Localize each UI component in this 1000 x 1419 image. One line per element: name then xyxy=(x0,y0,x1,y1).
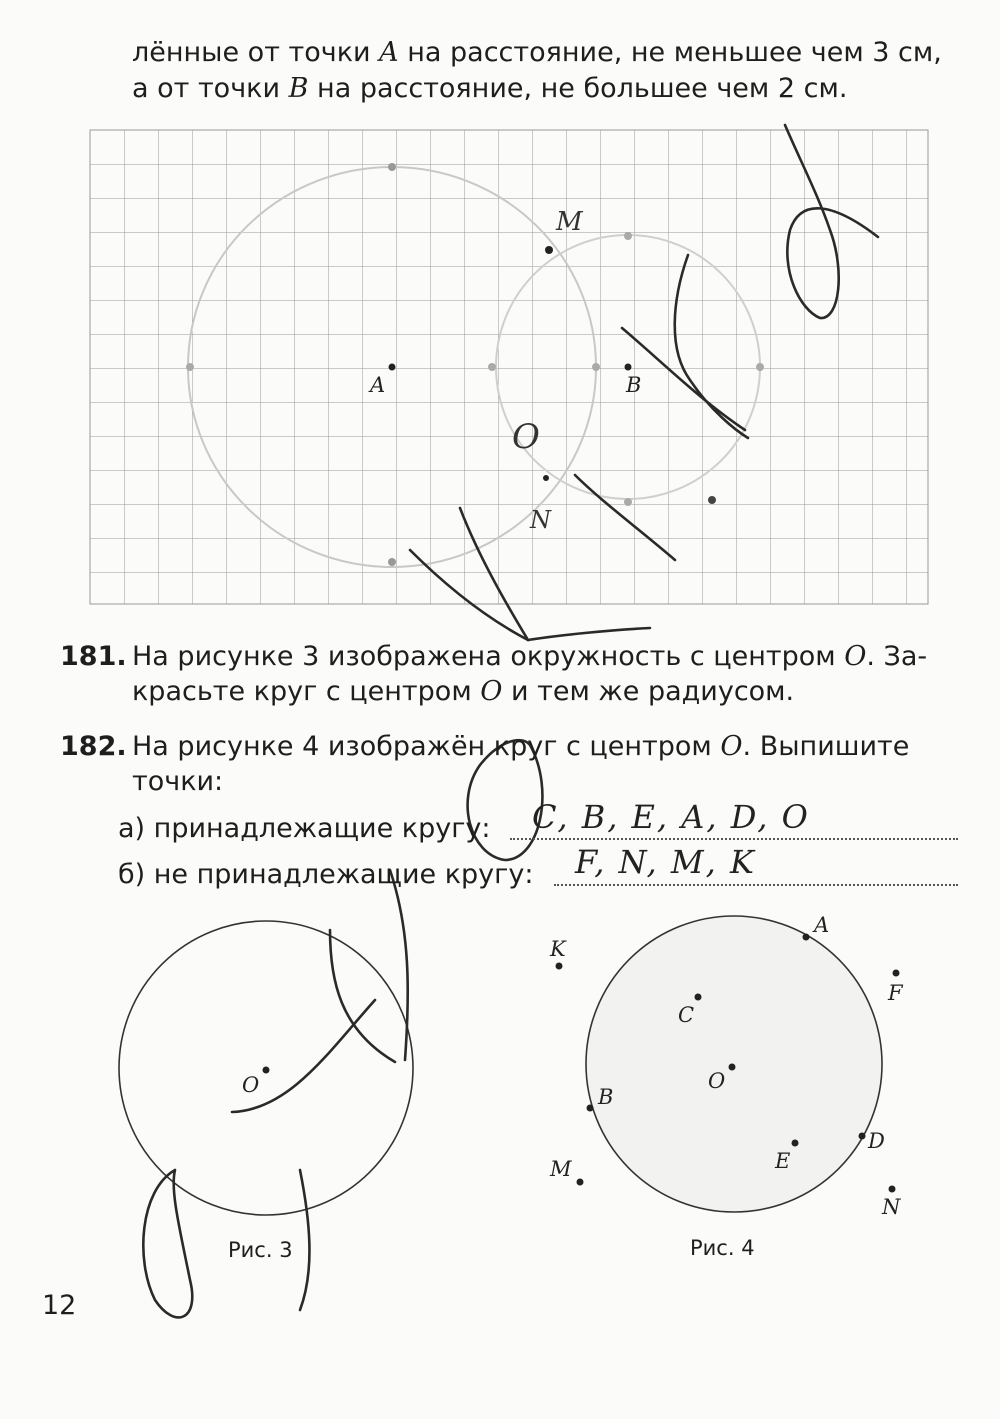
center-o-ref: O xyxy=(844,641,867,672)
center-o-ref: O xyxy=(720,731,743,762)
task-181-text: . За- xyxy=(866,641,928,672)
handwritten-o: O xyxy=(512,417,540,457)
fig4-point-d: D xyxy=(868,1129,885,1153)
answer-b-handwritten: F, N, M, K xyxy=(575,843,756,881)
task-181-text: красьте круг с центром xyxy=(132,676,481,707)
task-181-text: На рисунке 3 изображена окружность с центром xyxy=(132,641,845,672)
task-181-text: и тем же радиусом. xyxy=(502,676,795,707)
fig4-point-o: O xyxy=(708,1069,726,1093)
fig4-point-n: N xyxy=(882,1195,901,1219)
point-a-ref: A xyxy=(379,37,399,68)
task-182-line-2: точки: xyxy=(132,766,224,797)
handwritten-m: M xyxy=(556,207,583,237)
task-181-line-1 xyxy=(132,640,927,674)
task-182-number: 182. xyxy=(60,731,127,762)
intro-text: лённые от точки xyxy=(132,37,380,68)
task-181-number: 181. xyxy=(60,641,127,672)
fig4-point-b: B xyxy=(598,1085,614,1109)
figure-3 xyxy=(119,921,413,1215)
task-182-a-label: а) принадлежащие кругу: xyxy=(118,813,491,844)
fig4-point-m: M xyxy=(550,1157,572,1181)
fig4-circle xyxy=(586,916,882,1212)
point-m-dot xyxy=(545,246,553,254)
task-181-line-2 xyxy=(132,675,794,709)
fig4-point-f: F xyxy=(888,981,903,1005)
task-182-b-label: б) не принадлежащие кругу: xyxy=(118,859,534,890)
center-o-ref: O xyxy=(480,676,503,707)
intro-text: а от точки xyxy=(132,73,289,104)
point-b-ref: B xyxy=(288,73,309,104)
figure-4 xyxy=(549,913,904,1219)
fig4-caption: Рис. 4 xyxy=(690,1236,755,1260)
task-182-line-1 xyxy=(132,730,909,764)
fig4-point-e: E xyxy=(775,1149,791,1173)
label-b: B xyxy=(626,373,642,397)
answer-a-handwritten: C, B, E, A, D, O xyxy=(532,798,810,836)
page-number: 12 xyxy=(42,1290,77,1321)
point-b-dot xyxy=(625,364,632,371)
task-182-text: На рисунке 4 изображён круг с центром xyxy=(132,731,721,762)
answer-a-line[interactable] xyxy=(510,838,958,840)
point-a-dot xyxy=(389,364,396,371)
fig3-center-dot xyxy=(263,1067,270,1074)
fig4-point-a: A xyxy=(814,913,830,937)
grid-figure xyxy=(90,130,928,604)
intro-text: на расстояние, не большее чем 2 см. xyxy=(308,73,848,104)
fig3-center-label: O xyxy=(242,1073,260,1097)
task-182-text: . Выпишите xyxy=(742,731,910,762)
intro-text: на расстояние, не меньшее чем 3 см, xyxy=(398,37,942,68)
fig4-point-k: K xyxy=(550,937,566,961)
label-a: A xyxy=(370,373,386,397)
answer-b-line[interactable] xyxy=(554,884,958,886)
fig3-caption: Рис. 3 xyxy=(228,1238,293,1262)
handwritten-n: N xyxy=(530,506,551,534)
point-n-dot xyxy=(543,475,549,481)
fig4-point-c: C xyxy=(678,1003,695,1027)
